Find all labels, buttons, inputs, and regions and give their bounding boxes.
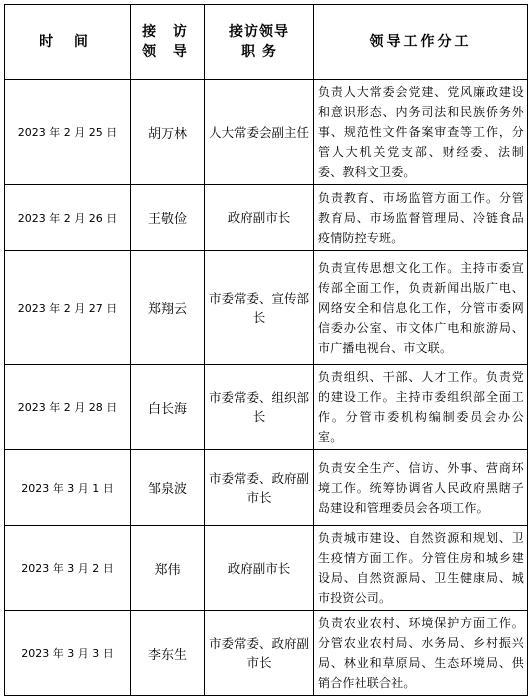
row-date: 2023 年 2 月 26 日 (5, 185, 131, 251)
row-duties: 负责人大常委会党建、党风廉政建设和意识形态、内务司法和民族侨务外事、规范性文件备案审查等工作，分管人大机关党支部、财经委、法制委、教科文卫委。 (314, 80, 528, 185)
row-leader: 李东生 (131, 611, 205, 696)
row-post: 市委常委、政府副市长 (205, 611, 314, 696)
header-leader-line2: 领 导 (142, 44, 193, 60)
row-leader: 白长海 (131, 365, 205, 450)
row-leader: 胡万林 (131, 80, 205, 185)
row-leader: 王敬俭 (131, 185, 205, 251)
row-duties: 负责城市建设、自然资源和规划、卫生疫情方面工作。分管住房和城乡建设局、自然资源局、卫生健康局、城市投资公司。 (314, 526, 528, 611)
row-leader: 郑翔云 (131, 251, 205, 365)
header-post-line2: 职 务 (241, 44, 277, 60)
row-post: 人大常委会副主任 (205, 80, 314, 185)
row-leader: 邹泉波 (131, 450, 205, 526)
row-date: 2023 年 3 月 1 日 (5, 450, 131, 526)
table-row (5, 365, 528, 450)
row-post: 政府副市长 (205, 185, 314, 251)
row-duties: 负责组织、干部、人才工作。负责党的建设工作。主持市委组织部全面工作。分管市委机构编制委员会办公室。 (314, 365, 528, 450)
table-row (5, 611, 528, 696)
row-duties: 负责安全生产、信访、外事、营商环境工作。统筹协调省人民政府黑瞎子岛建设和管理委员会各项工作。 (314, 450, 528, 526)
row-duties: 负责教育、市场监管方面工作。分管教育局、市场监督管理局、冷链食品疫情防控专班。 (314, 185, 528, 251)
row-post: 市委常委、政府副市长 (205, 450, 314, 526)
row-duties: 负责宣传思想文化工作。主持市委宣传部全面工作，负责新闻出版广电、网络安全和信息化工作，分管市委网信委办公室、市文体广电和旅游局、市广播电视台、市文联。 (314, 251, 528, 365)
row-date: 2023 年 2 月 28 日 (5, 365, 131, 450)
header-leader (131, 5, 205, 80)
table-row (5, 450, 528, 526)
row-post: 政府副市长 (205, 526, 314, 611)
reception-schedule-table (4, 4, 528, 696)
header-time: 时 间 (5, 5, 131, 80)
table-row (5, 80, 528, 185)
row-date: 2023 年 2 月 27 日 (5, 251, 131, 365)
table-row (5, 185, 528, 251)
schedule-page (4, 4, 528, 696)
header-post-line1: 接访领导 (229, 24, 289, 40)
header-leader-line1: 接 访 (142, 24, 193, 40)
row-date: 2023 年 3 月 3 日 (5, 611, 131, 696)
row-date: 2023 年 2 月 25 日 (5, 80, 131, 185)
row-post: 市委常委、组织部长 (205, 365, 314, 450)
header-post (205, 5, 314, 80)
row-leader: 郑伟 (131, 526, 205, 611)
header-row (5, 5, 528, 80)
header-duties: 领导工作分工 (314, 5, 528, 80)
row-post: 市委常委、宣传部长 (205, 251, 314, 365)
table-row (5, 251, 528, 365)
row-duties: 负责农业农村、环境保护方面工作。分管农业农村局、水务局、乡村振兴局、林业和草原局、生态环境局、供销合作社联合社。 (314, 611, 528, 696)
row-date: 2023 年 3 月 2 日 (5, 526, 131, 611)
table-row (5, 526, 528, 611)
